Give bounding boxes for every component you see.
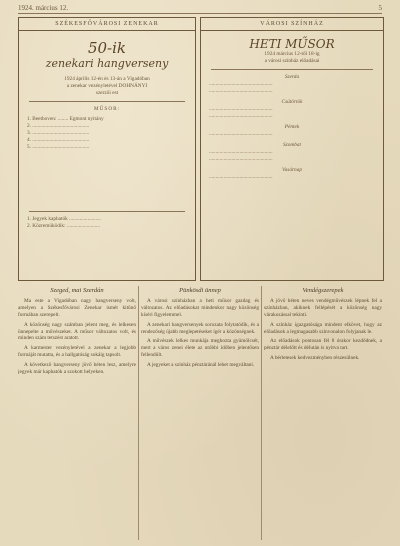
article-paragraph: A bérletesek kedvezményben részesülnek. xyxy=(270,355,360,362)
schedule-day xyxy=(209,142,375,163)
footer-line: 1. Jegyek kaphatók ........................ xyxy=(27,216,101,222)
day-label: Péntek xyxy=(284,124,300,130)
day-line: ................................................ xyxy=(209,156,273,162)
program-item: 2. ........................................... xyxy=(27,123,90,129)
article-paragraph: A zenekari hangversenyek sorozata folytatódik, és a rendezőség újabb meglepetéseket ígér a közönségnek. xyxy=(141,321,259,335)
article-paragraph: Ma este a Vigadóban nagy hangverseny volt, amelyen a Székesfővárosi Zenekar ismét kitűnő formában szerepelt. xyxy=(18,297,136,318)
article-title: Vendégszerepek xyxy=(302,287,344,294)
theatre-schedule xyxy=(201,74,383,181)
article-paragraph: A karmester vezényletével a zenekar a legjobb formáját mutatta, és a hallgatóság sokáig tapsolt. xyxy=(18,345,136,359)
schedule-day xyxy=(209,74,375,95)
schedule-day xyxy=(209,124,375,138)
concert-heading: zenekari hangverseny xyxy=(45,57,169,70)
day-line: ................................................ xyxy=(209,149,273,155)
intro-line: a zenekar vezényletével DOHNÁNYI xyxy=(66,83,148,89)
theatre-subtitle xyxy=(201,51,383,65)
day-line: ................................................ xyxy=(209,174,273,180)
day-line: ................................................ xyxy=(209,131,273,137)
schedule-day xyxy=(209,99,375,120)
column-divider xyxy=(138,286,139,540)
article-paragraph: A közönség nagy számban jelent meg, és lelkesen ünnepelte a művészeket. A műsor változatos volt, és minden szám tetszést aratott. xyxy=(18,321,136,342)
theatre-heading: HETI MŰSOR xyxy=(249,37,335,51)
article-paragraph: A színház igazgatósága mindent elkövet, hogy az előadások a legmagasabb színvonalon folyjanak le. xyxy=(264,321,382,335)
day-label: Csütörtök xyxy=(281,99,303,105)
article-column-2 xyxy=(141,286,259,540)
concert-number: 50-ik xyxy=(87,39,127,57)
article-paragraph: A jövő héten neves vendégművészek lépnek fel a színházban, akiknek fellépését a közönség nagy várakozással tekinti. xyxy=(264,297,382,318)
subtitle-line: 1924 március 12-től 18-ig xyxy=(264,51,320,57)
page-header xyxy=(18,3,382,14)
article-title: Pünkösdi ünnep xyxy=(179,287,221,294)
footer-line: 2. Közremüködik: ......................... xyxy=(27,223,100,229)
day-line: ................................................ xyxy=(209,113,273,119)
day-line: ................................................ xyxy=(209,106,273,112)
header-date: 1924. március 12. xyxy=(18,4,69,12)
intro-line: szerzői est xyxy=(95,90,119,96)
day-label: Szombat xyxy=(283,142,301,148)
concert-footer xyxy=(19,216,195,230)
program-item: 5. ........................................... xyxy=(27,144,90,150)
program-item: 4. ........................................... xyxy=(27,137,90,143)
theatre-box-title: VÁROSI SZÍNHÁZ xyxy=(201,18,383,31)
divider xyxy=(29,211,185,212)
day-label: Vasárnap xyxy=(281,167,302,173)
day-line: ................................................ xyxy=(209,81,273,87)
program-item: 3. ........................................... xyxy=(27,130,90,136)
concert-advert-box xyxy=(18,17,196,281)
program-item: 1. Beethoven: ........ Egmont nyitány xyxy=(27,116,104,122)
schedule-day xyxy=(209,167,375,181)
theatre-advert-box xyxy=(200,17,384,281)
article-paragraph: A városi színházban a heti műsor gazdag és változatos. Az előadásokat mindenkor nagy közönség kíséri figyelemmel. xyxy=(141,297,259,318)
program-title: MŰSOR: xyxy=(93,106,121,112)
article-title: Szeged, mai Szerdán xyxy=(50,287,104,294)
intro-line: 1924 április 12-én és 13-án a Vigadóban xyxy=(64,76,150,82)
article-column-1 xyxy=(18,286,136,540)
subtitle-line: a városi színház előadásai xyxy=(264,58,320,64)
article-paragraph: A következő hangverseny jövő héten lesz, amelyre jegyek már kaphatók a szokott helyeken. xyxy=(18,362,136,376)
article-paragraph: A jegyeket a színház pénztáránál lehet megváltani. xyxy=(147,362,255,369)
concert-intro xyxy=(19,76,195,97)
divider xyxy=(211,69,373,70)
divider xyxy=(29,101,185,102)
concert-box-title: SZÉKESFŐVÁROSI ZENEKAR xyxy=(19,18,195,31)
program-list xyxy=(19,116,195,151)
day-line: ................................................ xyxy=(209,88,273,94)
day-label: Szerda xyxy=(284,74,300,80)
article-column-3 xyxy=(264,286,382,540)
column-divider xyxy=(261,286,262,540)
article-paragraph: A művészek lelkes munkája meghozta gyümölcsét, mert a város zenei élete az utóbbi időben jelentősen fellendült. xyxy=(141,338,259,359)
page-number: 5 xyxy=(378,4,382,12)
article-paragraph: Az előadások pontosan fél 8 órakor kezdődnek, a pénztár délelőtt és délután is nyitva tart. xyxy=(264,338,382,352)
